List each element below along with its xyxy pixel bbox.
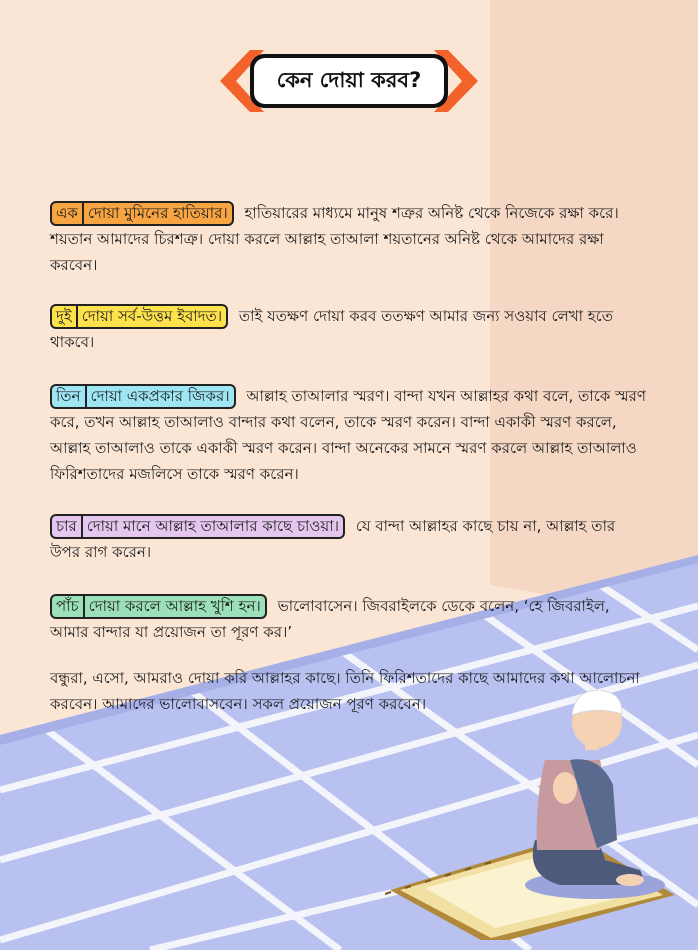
section-3 [50, 383, 650, 487]
section-1-text: হাতিয়ারের মাধ্যমে মানুষ শত্রুর অনিষ্ট থেকে নিজেকে রক্ষা করে। শয়তান আমাদের চিরশত্রু। দোয়া করলে আল্লাহ তাআলা শয়তানের অনিষ্ট থেকে আমাদের রক্ষা করবেন। [50, 204, 619, 274]
section-2-heading: দোয়া সর্ব-উত্তম ইবাদত। [78, 304, 228, 329]
section-4 [50, 513, 650, 565]
section-5-text: ভালোবাসেন। জিবরাইলকে ডেকে বলেন, ‘হে জিবরাইল, আমার বান্দার যা প্রয়োজন তা পূরণ কর।’ [50, 597, 610, 641]
section-5-label: পাঁচ [50, 594, 85, 619]
section-3-heading: দোয়া একপ্রকার জিকর। [87, 384, 236, 409]
section-4-text: যে বান্দা আল্লাহর কাছে চায় না, আল্লাহ তার উপর রাগ করেন। [50, 517, 616, 561]
section-3-label: তিন [50, 384, 87, 409]
section-4-heading: দোয়া মানে আল্লাহ তাআলার কাছে চাওয়া। [83, 514, 345, 539]
page-title: কেন দোয়া করব? [276, 67, 422, 92]
title-banner [220, 46, 478, 116]
praying-boy-illustration [385, 690, 685, 940]
section-5-heading: দোয়া করলে আল্লাহ খুশি হন। [85, 594, 267, 619]
section-2 [50, 303, 650, 355]
section-3-text: আল্লাহ তাআলার স্মরণ। বান্দা যখন আল্লাহর কথা বলে, তাকে স্মরণ করে, তখন আল্লাহ তাআলাও বান্দার কথা বলেন, তাকে স্মরণ করেন। বান্দা একাকী স্মরণ করলে, আল্লাহ তাআলাও তাকে একাকী স্মরণ করেন। বান্দা অনেকের সামনে স্মরণ করলে আল্লাহ তাআলাও ফিরিশতাদের মজলিসে তাকে স্মরণ করেন। [50, 387, 646, 483]
section-1 [50, 200, 650, 278]
section-1-label: এক [50, 201, 84, 226]
closing-paragraph: বন্ধুরা, এসো, আমরাও দোয়া করি আল্লাহর কাছে। তিনি ফিরিশতাদের কাছে আমাদের কথা আলোচনা করবেন। আমাদের ভালোবাসবেন। সকল প্রয়োজন পূরণ করবেন। [50, 669, 640, 713]
section-5 [50, 593, 650, 645]
section-4-label: চার [50, 514, 83, 539]
section-2-text: তাই যতক্ষণ দোয়া করব ততক্ষণ আমার জন্য সওয়াব লেখা হতে থাকবে। [50, 307, 613, 351]
section-2-label: দুই [50, 304, 78, 329]
section-1-heading: দোয়া মুমিনের হাতিয়ার। [84, 201, 234, 226]
